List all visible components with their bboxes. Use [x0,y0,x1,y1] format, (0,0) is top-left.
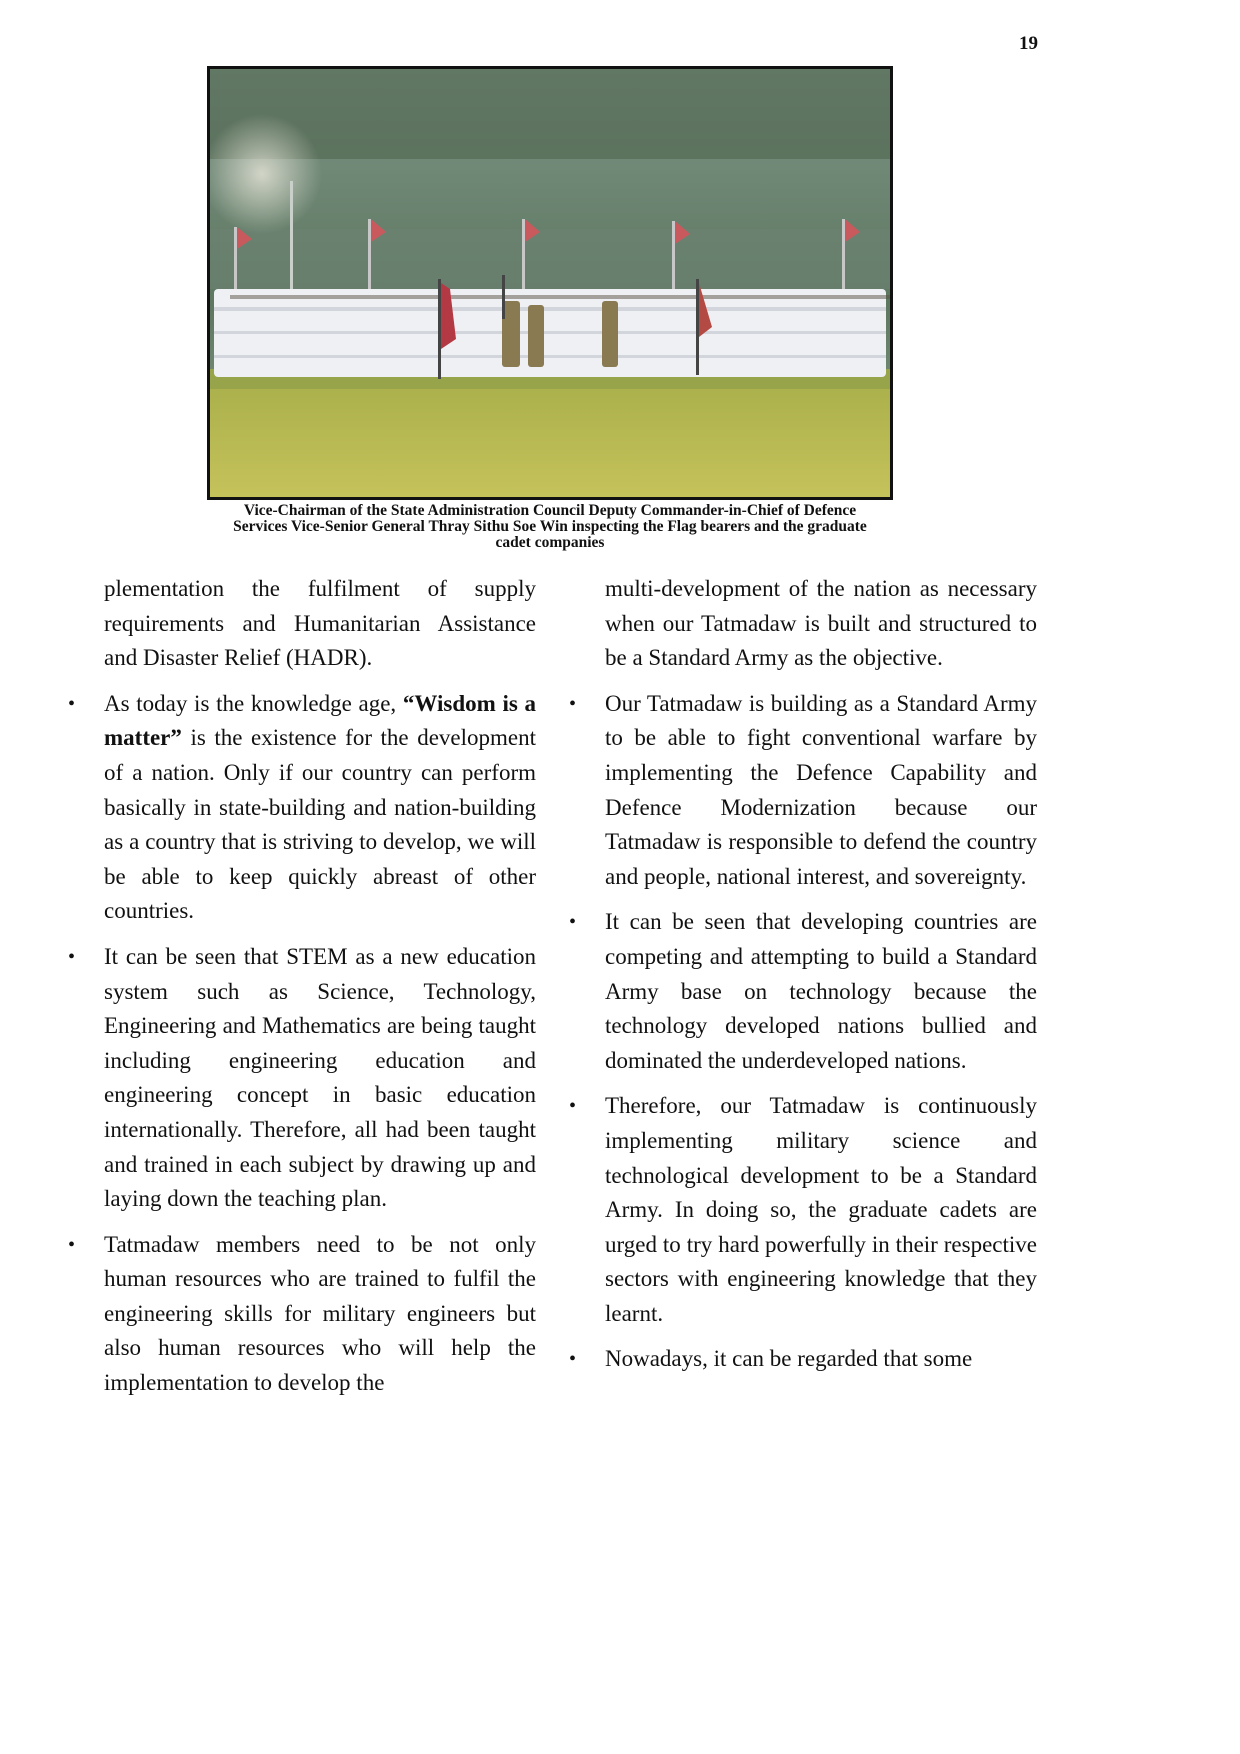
bullet-icon: • [569,692,577,715]
bullet-item [66,1228,536,1401]
ceremony-photo [207,66,893,500]
continuation-paragraph: plementation the fulfilment of supply requirements and Humanitarian Assistance and Disaster Relief (HADR). [104,576,536,671]
left-column [66,572,536,1412]
continuation-paragraph: multi-development of the nation as necessary when our Tatmadaw is built and structured to be a Standard Army as the objective. [605,576,1037,671]
bullet-item [66,940,536,1217]
bullet-item [567,687,1037,895]
bullet-icon: • [569,911,577,934]
bullet-icon: • [569,1095,577,1118]
bullet-text: Nowadays, it can be regarded that some [605,1346,973,1372]
bullet-item [567,905,1037,1078]
bullet-text: is the existence for the development of a nation. Only if our country can perform basically in state-building and nation-building as a country that is striving to develop, we will be able to keep quickly abreast of other countries. [104,725,536,924]
bullet-icon: • [68,945,76,968]
bullet-text-emphasis: “Wisdom is a matter” [104,690,537,751]
caption-line: Services Vice-Senior General Thray Sithu Soe Win inspecting the Flag bearers and the graduate [233,518,867,535]
bullet-text-lead: As today is the knowledge age, [104,690,397,716]
bullet-icon: • [68,692,76,715]
caption-line: cadet companies [495,534,605,551]
bullet-item [66,687,536,929]
bullet-text: Our Tatmadaw is building as a Standard Army to be able to fight conventional warfare by implementing the Defence Capability and Defence Modernization because our Tatmadaw is responsible to defend the country and people, national interest, and sovereignty. [605,690,1037,889]
bullet-text: It can be seen that developing countries are competing and attempting to build a Standard Army base on technology because the technology developed nations bullied and dominated the underdeveloped nations. [605,909,1037,1073]
bullet-text: Therefore, our Tatmadaw is continuously implementing military science and technological development to be a Standard Army. In doing so, the graduate cadets are urged to try hard powerfully in their respective sectors with engineering knowledge that they learnt. [605,1093,1037,1326]
page-number: 19 [1019,33,1038,54]
bullet-text: Tatmadaw members need to be not only human resources who are trained to fulfil the engineering skills for military engineers but also human resources who will help the implementation to develop the [104,1231,536,1396]
bullet-item [567,1342,1037,1377]
bullet-icon: • [569,1348,577,1371]
caption-line: Vice-Chairman of the State Administration Council Deputy Commander-in-Chief of Defence [243,502,857,519]
bullet-icon: • [68,1233,76,1256]
figure-caption [150,503,950,551]
right-column [567,572,1037,1388]
bullet-item [567,1089,1037,1331]
bullet-text: It can be seen that STEM as a new education system such as Science, Technology, Engineering and Mathematics are being taught including engineering education and engineering concept in basic education internationally. Therefore, all had been taught and trained in each subject by drawing up and laying down the teaching plan. [104,943,536,1212]
